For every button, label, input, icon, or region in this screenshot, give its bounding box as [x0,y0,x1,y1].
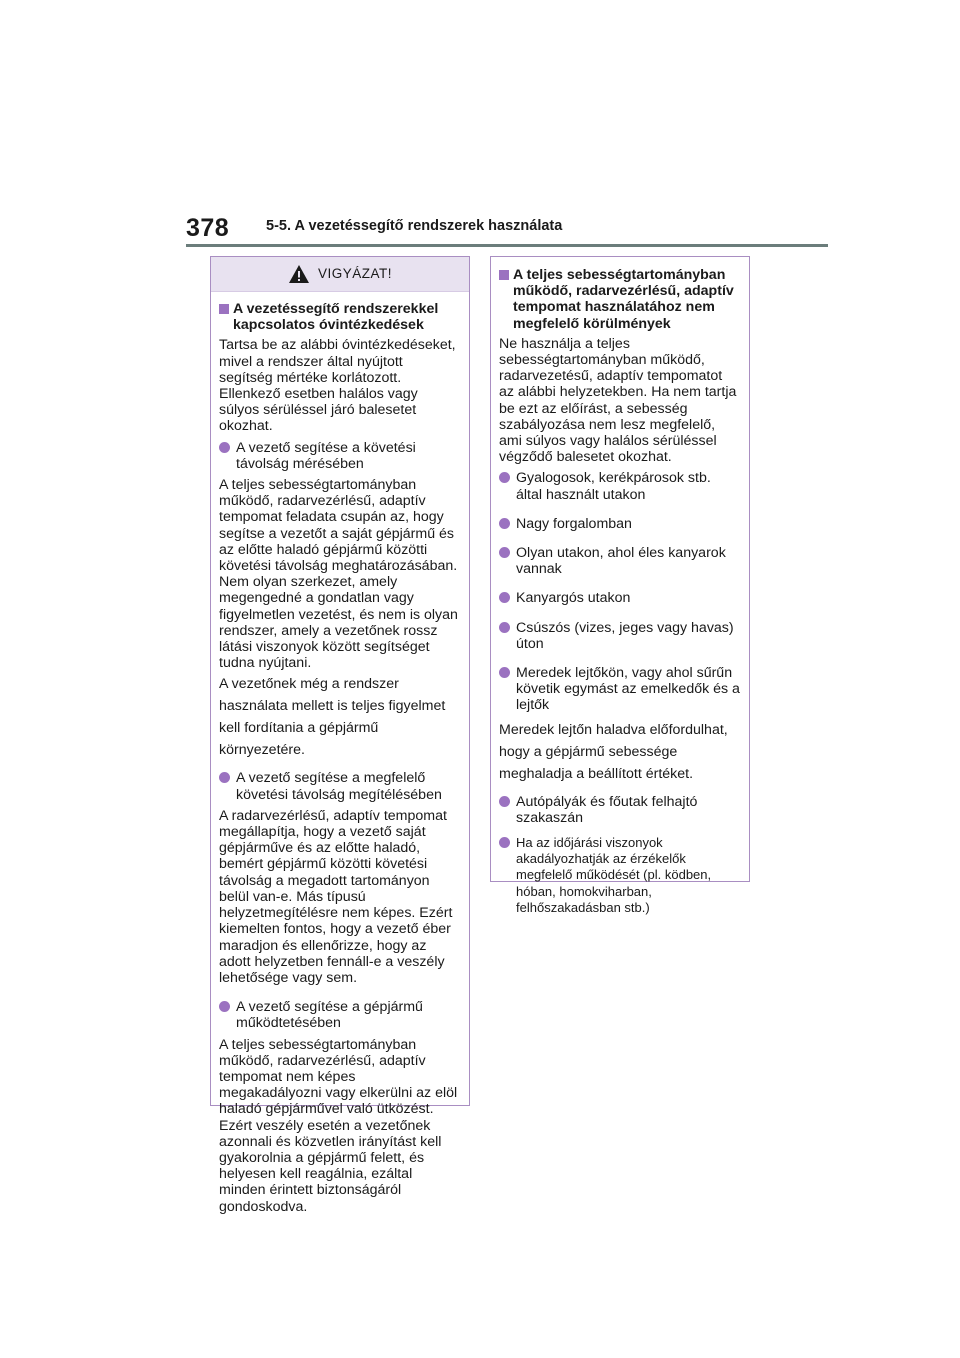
paragraph: A vezetőnek még a rendszer használata mellett is teljes figyelmet kell fordítania a gépjármű környezetére. [219,676,446,759]
warning-heading-text: A vezetéssegítő rendszerekkel kapcsolatos óvintézkedések [233,301,439,334]
list-item-text: Kanyargós utakon [516,590,631,607]
list-item [499,665,740,714]
conditions-heading-text: A teljes sebességtartományban működő, radarvezérlésű, adaptív tempomat használatához nem megfelelő körülmények [513,267,734,332]
circle-bullet-icon [499,518,510,529]
paragraph: Meredek lejtőn haladva előfordulhat, hogy a gépjármű sebessége meghaladja a beállított értéket. [499,721,728,782]
list-item-text: A vezető segítése a megfelelő követési távolság megítélésében [236,770,442,803]
list-item [499,516,740,532]
page-header [0,0,960,250]
list-item [219,440,460,472]
circle-bullet-icon [499,592,510,603]
square-bullet-icon [499,270,509,280]
conditions-heading [499,267,740,332]
list-item-text: A vezető segítése a követési távolság mérésében [236,439,416,472]
list-item [219,770,460,802]
list-item [219,999,460,1031]
paragraph: A teljes sebességtartományban működő, radarvezérlésű, adaptív tempomat feladata csupán az, hogy segítse a vezetőt a saját gépjármű és az előtte haladó gépjármű közötti követési távolság meghatározásában. Nem olyan szerkezet, amely megengedné a gondatlan vagy figyelmetlen vezetést, és nem is olyan rendszer, amely a vezetőnek rossz látási viszonyok között segítséget tudna nyújtani. [219,477,458,672]
warning-box [210,256,470,1215]
section-title: 5-5. A vezetéssegítő rendszerek használata [266,218,563,234]
circle-bullet-icon [499,796,510,807]
circle-bullet-icon [219,1001,230,1012]
warning-title: VIGYÁZAT! [317,265,392,281]
page-number: 378 [186,214,230,242]
list-item-text: Gyalogosok, kerékpárosok stb. által használt utakon [516,470,711,503]
list-item [499,620,740,652]
warning-triangle-icon [288,264,310,284]
circle-bullet-icon [499,547,510,558]
circle-bullet-icon [499,622,510,633]
circle-bullet-icon [499,837,510,848]
list-item [499,835,740,916]
list-item [499,590,740,606]
warning-header [211,257,469,292]
warning-intro: Tartsa be az alábbi óvintézkedéseket, mivel a rendszer által nyújtott segítség mértéke korlátozott. Ellenkező esetben halálos vagy súlyos sérüléssel járó balesetet okozhat. [219,337,456,435]
conditions-intro: Ne használja a teljes sebességtartományban működő, radarvezetésű, adaptív tempomatot az alábbi helyzetekben. Ha nem tartja be ezt az előírást, a sebesség szabályozása nem lesz megfelelő, ami súlyos vagy halálos sérüléssel végződő balesetet okozhat. [499,335,737,466]
conditions-box [490,256,750,915]
circle-bullet-icon [219,442,230,453]
list-item-text: Meredek lejtőkön, vagy ahol sűrűn követik egymást az emelkedők és a lejtők [516,665,740,714]
list-item-text: Ha az időjárási viszonyok akadályozhatják az érzékelők megfelelő működését (pl. ködben, hóban, homokviharban, felhőszakadásban stb.) [516,835,712,915]
list-item-text: Autópályák és főutak felhajtó szakaszán [516,793,698,826]
list-item-text: Olyan utakon, ahol éles kanyarok vannak [516,545,726,578]
paragraph: A teljes sebességtartományban működő, radarvezérlésű, adaptív tempomat nem képes megakadályozni vagy elkerülni az elöl haladó gépjárművel való ütközést. Ezért veszély esetén a vezetőnek azonnali és közvetlen irányítást kell gyakorolnia a gépjármű felett, és helyesen kell reagálnia, ezáltal minden érintett biztonságáról gondoskodva. [219,1036,458,1215]
header-rule [186,244,828,247]
list-item [499,545,740,577]
circle-bullet-icon [219,772,230,783]
square-bullet-icon [219,304,229,314]
list-item-text: Nagy forgalomban [516,515,632,532]
list-item [499,794,740,826]
circle-bullet-icon [499,472,510,483]
paragraph: A radarvezérlésű, adaptív tempomat megállapítja, hogy a vezető saját gépjárműve és az előtte haladó, bemért gépjármű közötti követési távolság a megadott tartományon belül van-e. Más típusú helyzetmegítélésre nem képes. Ezért kiemelten fontos, hogy a vezető éber maradjon és ellenőrizze, hogy az adott helyzetben fennáll-e a veszély lehetősége vagy sem. [219,807,453,986]
list-item-text: A vezető segítése a gépjármű működtetésében [236,999,423,1032]
list-item-text: Csúszós (vizes, jeges vagy havas) úton [516,619,734,652]
list-item [499,470,740,502]
circle-bullet-icon [499,667,510,678]
warning-heading [219,301,460,333]
